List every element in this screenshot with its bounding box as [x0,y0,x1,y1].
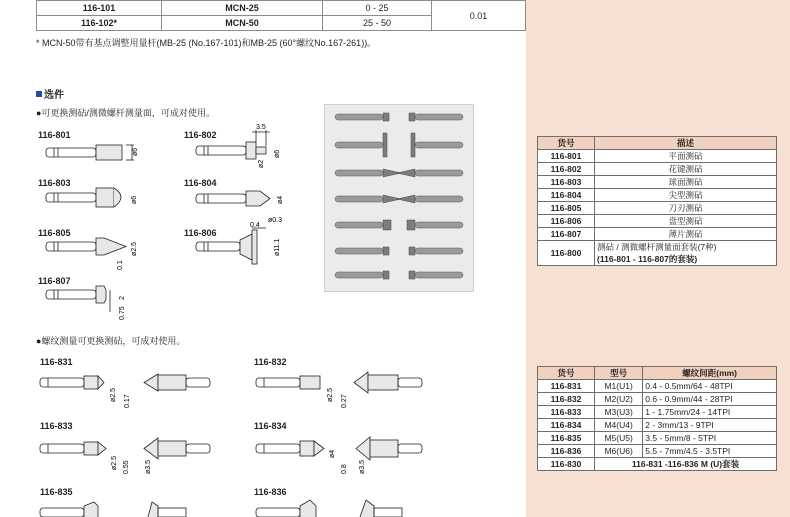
spec-table [36,0,526,31]
svg-text:ø2.5: ø2.5 [327,387,334,402]
part-code: 116-801 [38,130,71,140]
thread-anvil-table [537,366,777,471]
anvil-photo [324,104,474,292]
model-cell: MCN-50 [162,16,323,31]
thread-anvil-pair-drawing [256,434,436,478]
svg-text:ø3.5: ø3.5 [145,459,152,474]
section-title: 选件 [36,86,64,101]
svg-text:ø0.3: ø0.3 [268,217,283,224]
spline-anvil-drawing [190,120,300,170]
table-row: 116-834 M4(U4) 2 - 3mm/13 - 9TPI [538,419,777,432]
anvil-photo-item [397,195,463,203]
svg-text:3.5: 3.5 [256,124,266,131]
table-row: 116-835 M5(U5) 3.5 - 5mm/8 - 5TPI [538,432,777,445]
ball-anvil-drawing [40,186,160,212]
table-row: 116-831 M1(U1) 0.4 - 0.5mm/64 - 48TPI [538,380,777,393]
bullet-text: ●螺纹测量可更换测砧，可成对使用。 [36,336,186,346]
anvil-photo-item [397,169,463,177]
model-cell: MCN-25 [162,1,323,16]
anvil-photo-item [335,113,389,121]
range-cell: 0 - 25 [323,1,432,16]
anvil-table [537,136,777,266]
footnote: * MCN-50带有基点调整用量杆(MB-25 (No.167-101)和MB-25 (60°螺纹No.167-261))。 [36,38,377,48]
table-row: 116-805 刀刃测砧 [538,202,777,215]
disc-anvil-drawing [190,222,300,272]
thread-anvil-pair-drawing [40,370,220,410]
flat-anvil-drawing [40,142,160,166]
svg-text:0.8: 0.8 [341,464,348,474]
table-header [538,367,777,380]
anvil-photo-item [409,247,463,255]
svg-text:0.1: 0.1 [117,260,124,270]
part-code: 116-803 [38,178,71,188]
svg-text:ø4: ø4 [277,195,284,204]
anvil-photo-illustration [325,105,473,291]
table-row: 116-802 花键测砧 [538,163,777,176]
thin-anvil-drawing [40,284,160,320]
blade-anvil-drawing [40,236,160,272]
svg-text:ø11.1: ø11.1 [274,238,281,256]
svg-text:ø4: ø4 [329,449,336,458]
table-row [37,1,526,16]
svg-text:0.27: 0.27 [341,394,348,408]
svg-text:0.55: 0.55 [123,460,130,474]
part-code: 116-835 [40,487,73,497]
table-row: 116-804 尖型测砧 [538,189,777,202]
part-code: 116-831 [40,357,73,367]
anvil-photo-item [335,247,389,255]
part-code: 116-834 [254,421,287,431]
dim-label: ø6 [132,147,139,156]
table-row: 116-801 平面测砧 [538,150,777,163]
column-header: 描述 [595,137,777,150]
table-row: 116-800 测砧 / 测微螺杆测量面套装(7种) (116-801 - 116-807的套装) [538,241,777,266]
part-code: 116-805 [38,228,71,238]
table-row: 116-803 球面测砧 [538,176,777,189]
svg-text:2: 2 [119,296,126,300]
thread-anvil-pair-drawing [256,370,436,410]
bullet-text: ●可更换测砧/测微螺杆测量面，可成对使用。 [36,108,215,118]
thread-anvil-pair-drawing [40,498,220,517]
anvil-photo-item [411,133,463,157]
anvil-photo-item [335,195,401,203]
svg-text:ø2.5: ø2.5 [131,241,138,256]
anvil-photo-item [335,220,391,230]
table-row: 116-830 116-831 -116-836 M (U)套装 [538,458,777,471]
resolution-cell: 0.01 [432,1,526,31]
svg-text:0.75: 0.75 [119,306,126,320]
column-header: 货号 [538,367,595,380]
part-code: 116-836 [254,487,287,497]
svg-text:0.17: 0.17 [124,394,131,408]
table-header [538,137,777,150]
part-code: 116-802 [184,130,217,140]
anvil-photo-item [335,169,401,177]
table-row: 116-836 M6(U6) 5.5 - 7mm/4.5 - 3.5TPI [538,445,777,458]
table-row: 116-807 薄片测砧 [538,228,777,241]
column-header: 型号 [595,367,643,380]
column-header: 货号 [538,137,595,150]
thread-anvil-pair-drawing [40,434,220,478]
svg-text:ø2: ø2 [258,159,265,168]
range-cell: 25 - 50 [323,16,432,31]
code-cell: 116-102* [37,16,162,31]
part-code: 116-806 [184,228,217,238]
thread-anvil-pair-drawing [256,498,436,517]
svg-text:0.4: 0.4 [250,222,260,229]
svg-text:ø3.5: ø3.5 [359,459,366,474]
anvil-photo-item [409,271,463,279]
svg-text:ø2.5: ø2.5 [111,455,118,470]
square-bullet-icon [36,91,42,97]
anvil-photo-item [335,133,387,157]
part-code: 116-832 [254,357,287,367]
part-code: 116-807 [38,276,71,286]
part-code: 116-804 [184,178,217,188]
svg-text:ø6: ø6 [131,195,138,204]
svg-text:ø2.5: ø2.5 [110,387,117,402]
table-row: 116-832 M2(U2) 0.6 - 0.9mm/44 - 28TPI [538,393,777,406]
table-row: 116-833 M3(U3) 1 - 1.75mm/24 - 14TPI [538,406,777,419]
table-row: 116-806 盘型测砧 [538,215,777,228]
svg-text:ø6: ø6 [274,149,281,158]
code-cell: 116-101 [37,1,162,16]
anvil-photo-item [409,113,463,121]
point-anvil-drawing [190,188,300,224]
anvil-photo-item [335,271,389,279]
part-code: 116-833 [40,421,73,431]
anvil-photo-item [407,220,463,230]
column-header: 螺纹间距(mm) [643,367,777,380]
